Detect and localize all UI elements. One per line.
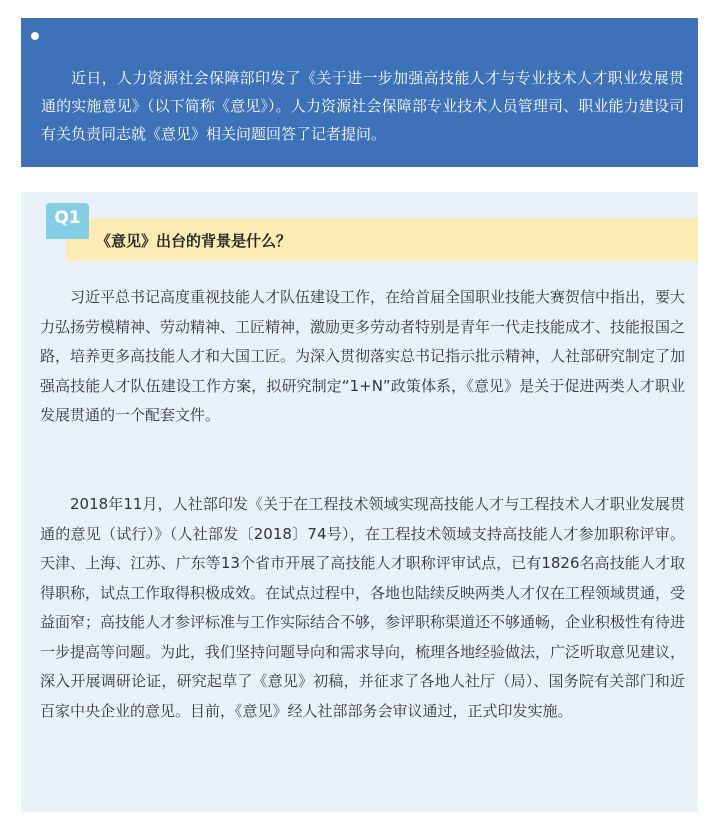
answer-paragraph-1: 习近平总书记高度重视技能人才队伍建设工作，在给首届全国职业技能大赛贺信中指出，要大力弘扬劳模精神、劳动精神、工匠精神，激励更多劳动者特别是青年一代走技能成才、技能报国之路，培养更多高技能人才和大国工匠。为深入贯彻落实总书记指示批示精神，人社部研究制定了加强高技能人才队伍建设工作方案，拟研究制定“1+N”政策体系，《意见》是关于促进两类人才职业发展贯通的一个配套文件。 bbox=[40, 288, 686, 424]
question-tag: Q1 bbox=[46, 203, 89, 233]
question-title: 《意见》出台的背景是什么？ bbox=[96, 232, 292, 250]
answer-paragraph-2: 2018年11月，人社部印发《关于在工程技术领域实现高技能人才与工程技术人才职业发展贯通的意见（试行）》（人社部发〔2018〕74号），在工程技术领域支持高技能人才参加职称评审。天津、上海、江苏、广东等13个省市开展了高技能人才职称评审试点，已有1826名高技能人才取得职称，试点工作取得积极成效。在试点过程中，各地也陆续反映两类人才仅在工程领域贯通，受益面窄；高技能人才参评标准与工作实际结合不够，参评职称渠道还不够通畅，企业积极性有待进一步提高等问题。为此，我们坚持问题导向和需求导向，梳理各地经验做法，广泛听取意见建议，深入开展调研论证，研究起草了《意见》初稿，并征求了各地人社厅（局）、国务院有关部门和近百家中央企业的意见。目前，《意见》经人社部部务会审议通过，正式印发实施。 bbox=[40, 495, 686, 720]
intro-box bbox=[21, 18, 698, 167]
bullet-dot-icon bbox=[31, 32, 39, 40]
question-tag-tail bbox=[46, 233, 89, 239]
intro-text: 近日，人力资源社会保障部印发了《关于进一步加强高技能人才与专业技术人才职业发展贯通的实施意见》（以下简称《意见》）。人力资源社会保障部专业技术人员管理司、职业能力建设司有关负责同志就《意见》相关问题回答了记者提问。 bbox=[41, 69, 684, 143]
